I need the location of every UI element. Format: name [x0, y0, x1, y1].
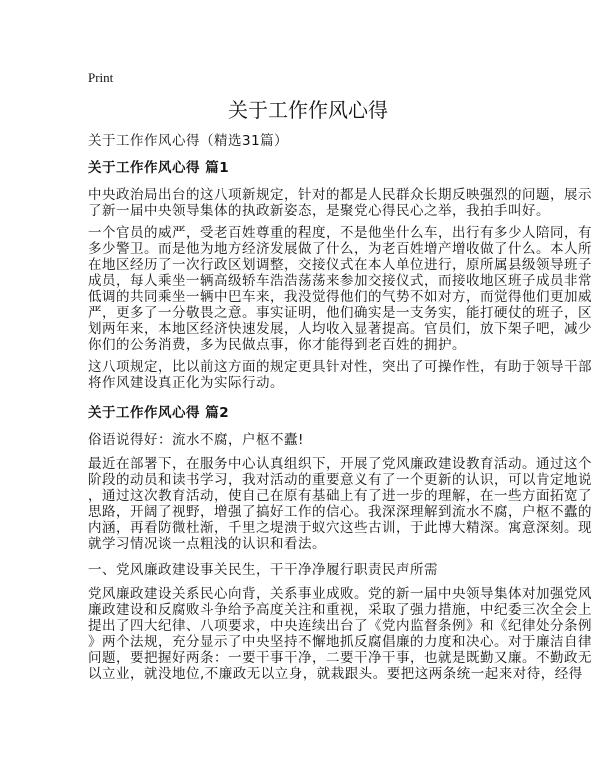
text-line: ，通过这次教育活动，使自己在原有基础上有了进一步的理解，在一些方面拓宽了 — [88, 488, 592, 504]
print-label[interactable]: Print — [88, 70, 114, 85]
paragraph — [88, 359, 592, 391]
text-line: 严，更多了一分敬畏之意。事实证明，他们确实是一支务实，能打硬仗的班子，区 — [88, 305, 592, 321]
text-line: 中央政治局出台的这八项新规定，针对的都是人民群众长期反映强烈的问题，展示 — [88, 187, 592, 203]
section-heading-2: 关于工作作风心得 篇2 — [88, 405, 230, 421]
text-line: 一、党风廉政建设事关民生，干干净净履行职责民声所需 — [88, 562, 438, 578]
text-line: 成员，每人乘坐一辆高级轿车浩浩荡荡来参加交接仪式，而接收地区班子成员非常 — [88, 273, 592, 289]
text-line: 提出了四大纪律、八项要求，中央连续出台了《党内监督条例》和《纪律处分条例 — [88, 618, 592, 634]
text-line: 你们的公务消费，多为民做点事，你才能得到老百姓的拥护。 — [88, 337, 466, 353]
section-heading-1: 关于工作作风心得 篇1 — [88, 160, 230, 176]
text-line: 阶段的动员和读书学习，我对活动的重要意义有了一个更新的认识，可以肯定地说 — [88, 472, 592, 488]
text-line: 多少警卫。而是他为地方经济发展做了什么，为老百姓增产增收做了什么。本人所 — [88, 241, 592, 257]
paragraph — [88, 456, 592, 552]
paragraph — [88, 586, 592, 682]
text-line: 最近在部署下，在服务中心认真组织下，开展了党风廉政建设教育活动。通过这个 — [88, 456, 592, 472]
text-line: 以立业，就没地位,不廉政无以立身，就栽跟头。要把这两条统一起来对待，经得 — [88, 666, 583, 682]
subheading — [88, 562, 438, 578]
document-subtitle: 关于工作作风心得（精选31篇） — [88, 133, 289, 149]
text-line: 》两个法规，充分显示了中央坚持不懈地抓反腐倡廉的力度和决心。对于廉洁自律 — [88, 634, 592, 650]
text-line: 一个官员的威严，受老百姓尊重的程度，不是他坐什么车，出行有多少人陪同，有 — [88, 225, 592, 241]
text-line: 划两年来，本地区经济快速发展，人均收入显著提高。官员们，放下架子吧，减少 — [88, 321, 592, 337]
paragraph — [88, 187, 592, 219]
text-line: 思路，开阔了视野，增强了搞好工作的信心。我深深理解到流水不腐，户枢不蠹的 — [88, 504, 592, 520]
text-line: 党风廉政建设关系民心向背，关系事业成败。党的新一届中央领导集体对加强党风 — [88, 586, 592, 602]
text-line: 将作风建设真正化为实际行动。 — [88, 375, 284, 391]
text-line: 就学习情况谈一点粗浅的认识和看法。 — [88, 536, 326, 552]
text-line: 问题，要把握好两条：一要干事干净，二要干净干事，也就是既勤又廉。不勤政无 — [88, 650, 592, 666]
paragraph — [88, 225, 592, 353]
text-line: 俗语说得好：流水不腐，户枢不蠹! — [88, 432, 304, 448]
text-line: 这八项规定，比以前这方面的规定更具针对性，突出了可操作性，有助于领导干部 — [88, 359, 592, 375]
text-line: 低调的共同乘坐一辆中巴车来，我没觉得他们的气势不如对方，而觉得他们更加威 — [88, 289, 592, 305]
document-title: 关于工作作风心得 — [228, 98, 388, 122]
text-line: 内涵，再看防微杜渐，千里之堤溃于蚁穴这些古训，于此博大精深。寓意深刻。现 — [88, 520, 592, 536]
text-line: 廉政建设和反腐败斗争给予高度关注和重视，采取了强力措施，中纪委三次全会上 — [88, 602, 592, 618]
text-line: 了新一届中央领导集体的执政新姿态，是聚党心得民心之举，我拍手叫好。 — [88, 203, 550, 219]
paragraph — [88, 432, 304, 448]
text-line: 在地区经历了一次行政区划调整，交接仪式在本人单位进行，原所属县级领导班子 — [88, 257, 592, 273]
